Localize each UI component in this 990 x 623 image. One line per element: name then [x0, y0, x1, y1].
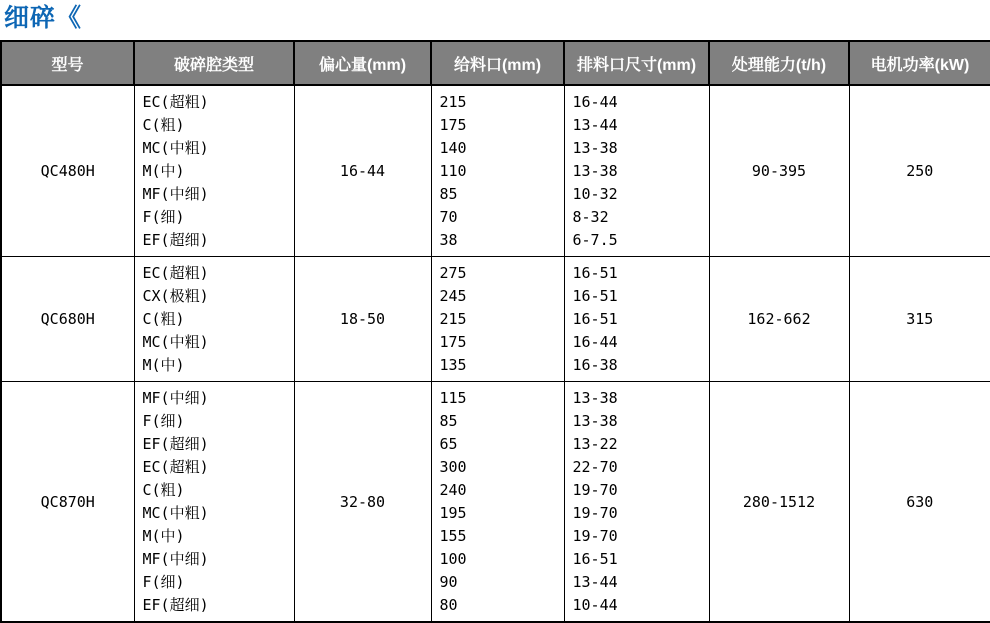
- capacity-cell: 280-1512: [709, 382, 849, 623]
- header-discharge-size: 排料口尺寸(mm): [564, 41, 709, 85]
- cell-line: 13-38: [572, 162, 618, 180]
- cell-line: 13-22: [572, 435, 618, 453]
- cell-line: M(中): [142, 162, 185, 180]
- cell-line: M(中): [142, 527, 185, 545]
- table-body: [1, 85, 990, 622]
- table-row: [1, 382, 990, 623]
- cell-line: 240: [439, 481, 467, 499]
- cell-line: 215: [439, 310, 467, 328]
- cell-line: 140: [439, 139, 467, 157]
- feed-opening-cell: [431, 257, 564, 382]
- cell-line: 70: [439, 208, 458, 226]
- cell-line: 115: [439, 389, 467, 407]
- discharge-size-cell: [564, 257, 709, 382]
- cell-line: 85: [439, 185, 458, 203]
- cell-line: 10-44: [572, 596, 618, 614]
- cell-line: 16-44: [572, 93, 618, 111]
- cell-line: 215: [439, 93, 467, 111]
- cell-line: 300: [439, 458, 467, 476]
- cell-line: 85: [439, 412, 458, 430]
- cell-line: 175: [439, 333, 467, 351]
- cell-line: 19-70: [572, 504, 618, 522]
- header-row: [1, 41, 990, 85]
- cell-line: 13-44: [572, 573, 618, 591]
- eccentricity-cell: 18-50: [294, 257, 431, 382]
- cell-line: 175: [439, 116, 467, 134]
- cell-line: 245: [439, 287, 467, 305]
- crusher-spec-table: [0, 40, 990, 623]
- eccentricity-cell: 32-80: [294, 382, 431, 623]
- cell-line: 22-70: [572, 458, 618, 476]
- cell-line: CX(极粗): [142, 287, 209, 305]
- cell-line: 16-44: [572, 333, 618, 351]
- cell-line: EC(超粗): [142, 458, 209, 476]
- page: [0, 3, 990, 623]
- table-row: [1, 85, 990, 257]
- header-eccentricity: 偏心量(mm): [294, 41, 431, 85]
- cell-line: 8-32: [572, 208, 609, 226]
- cell-line: MF(中细): [142, 389, 209, 407]
- cell-line: MC(中粗): [142, 333, 209, 351]
- model-cell: QC870H: [1, 382, 134, 623]
- capacity-cell: 90-395: [709, 85, 849, 257]
- cell-line: 155: [439, 527, 467, 545]
- cell-line: C(粗): [142, 116, 185, 134]
- cell-line: 38: [439, 231, 458, 249]
- cell-line: EC(超粗): [142, 264, 209, 282]
- cell-line: EC(超粗): [142, 93, 209, 111]
- motor-power-cell: 630: [849, 382, 990, 623]
- cell-line: M(中): [142, 356, 185, 374]
- discharge-size-cell: [564, 85, 709, 257]
- cell-line: C(粗): [142, 310, 185, 328]
- cell-line: 275: [439, 264, 467, 282]
- chamber-type-cell: [134, 382, 294, 623]
- cell-line: 13-38: [572, 139, 618, 157]
- cell-line: F(细): [142, 573, 185, 591]
- header-model: 型号: [1, 41, 134, 85]
- cell-line: 65: [439, 435, 458, 453]
- cell-line: C(粗): [142, 481, 185, 499]
- motor-power-cell: 315: [849, 257, 990, 382]
- cell-line: 16-51: [572, 287, 618, 305]
- chamber-type-cell: [134, 85, 294, 257]
- cell-line: 16-51: [572, 550, 618, 568]
- cell-line: 110: [439, 162, 467, 180]
- cell-line: 80: [439, 596, 458, 614]
- cell-line: 19-70: [572, 481, 618, 499]
- header-feed-opening: 给料口(mm): [431, 41, 564, 85]
- cell-line: 135: [439, 356, 467, 374]
- feed-opening-cell: [431, 85, 564, 257]
- cell-line: EF(超细): [142, 231, 209, 249]
- feed-opening-cell: [431, 382, 564, 623]
- cell-line: 13-38: [572, 389, 618, 407]
- cell-line: 13-44: [572, 116, 618, 134]
- model-cell: QC680H: [1, 257, 134, 382]
- model-cell: QC480H: [1, 85, 134, 257]
- capacity-cell: 162-662: [709, 257, 849, 382]
- cell-line: EF(超细): [142, 596, 209, 614]
- cell-line: 90: [439, 573, 458, 591]
- cell-line: 100: [439, 550, 467, 568]
- page-title: 细碎《: [4, 4, 83, 32]
- cell-line: MC(中粗): [142, 139, 209, 157]
- cell-line: 16-51: [572, 310, 618, 328]
- cell-line: 10-32: [572, 185, 618, 203]
- header-capacity: 处理能力(t/h): [709, 41, 849, 85]
- cell-line: 19-70: [572, 527, 618, 545]
- cell-line: EF(超细): [142, 435, 209, 453]
- cell-line: 13-38: [572, 412, 618, 430]
- table-row: [1, 257, 990, 382]
- eccentricity-cell: 16-44: [294, 85, 431, 257]
- cell-line: MC(中粗): [142, 504, 209, 522]
- header-chamber-type: 破碎腔类型: [134, 41, 294, 85]
- cell-line: 16-51: [572, 264, 618, 282]
- header-motor-power: 电机功率(kW): [849, 41, 990, 85]
- discharge-size-cell: [564, 382, 709, 623]
- cell-line: F(细): [142, 208, 185, 226]
- cell-line: 195: [439, 504, 467, 522]
- cell-line: MF(中细): [142, 185, 209, 203]
- cell-line: F(细): [142, 412, 185, 430]
- cell-line: 6-7.5: [572, 231, 618, 249]
- motor-power-cell: 250: [849, 85, 990, 257]
- cell-line: 16-38: [572, 356, 618, 374]
- cell-line: MF(中细): [142, 550, 209, 568]
- chamber-type-cell: [134, 257, 294, 382]
